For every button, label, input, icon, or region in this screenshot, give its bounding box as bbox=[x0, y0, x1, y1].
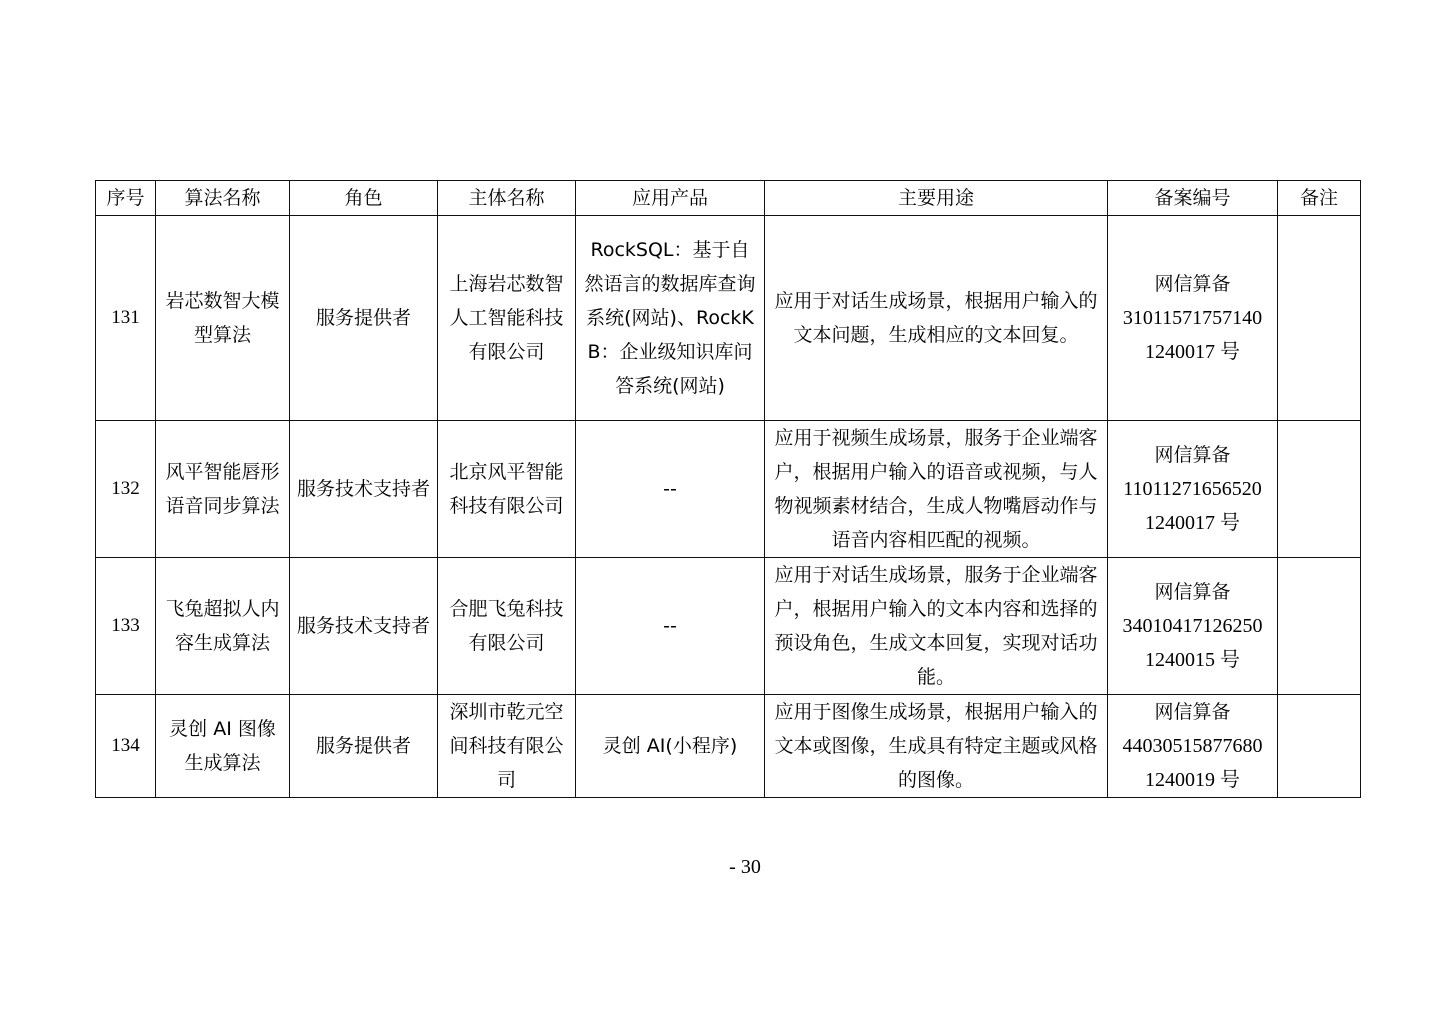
cell-serial-no: 133 bbox=[96, 558, 156, 695]
cell-filing-number bbox=[1108, 421, 1278, 558]
header-serial-no: 序号 bbox=[96, 181, 156, 216]
filing-code-line2: 1240019 号 bbox=[1145, 769, 1240, 791]
cell-remark bbox=[1278, 216, 1361, 421]
cell-algorithm-name: 风平智能唇形语音同步算法 bbox=[156, 421, 290, 558]
cell-filing-number bbox=[1108, 216, 1278, 421]
filing-code-line1: 31011571757140 bbox=[1122, 307, 1263, 329]
cell-main-purpose: 应用于视频生成场景，服务于企业端客户，根据用户输入的语音或视频，与人物视频素材结合，生成人物嘴唇动作与语音内容相匹配的视频。 bbox=[765, 421, 1108, 558]
header-filing-number: 备案编号 bbox=[1108, 181, 1278, 216]
cell-remark bbox=[1278, 558, 1361, 695]
filing-prefix: 网信算备 bbox=[1154, 444, 1231, 466]
cell-filing-number bbox=[1108, 558, 1278, 695]
filing-code-line2: 1240017 号 bbox=[1145, 512, 1240, 534]
filing-code-line2: 1240015 号 bbox=[1145, 649, 1240, 671]
algorithm-registry-table bbox=[95, 180, 1361, 798]
cell-role: 服务技术支持者 bbox=[290, 558, 438, 695]
cell-main-purpose: 应用于对话生成场景，根据用户输入的文本问题，生成相应的文本回复。 bbox=[765, 216, 1108, 421]
cell-serial-no: 131 bbox=[96, 216, 156, 421]
cell-algorithm-name: 灵创 AI 图像生成算法 bbox=[156, 695, 290, 798]
filing-prefix: 网信算备 bbox=[1154, 581, 1231, 603]
table-row bbox=[96, 216, 1361, 421]
cell-entity-name: 北京风平智能科技有限公司 bbox=[438, 421, 576, 558]
cell-remark bbox=[1278, 695, 1361, 798]
filing-code-line1: 34010417126250 bbox=[1122, 615, 1263, 637]
cell-entity-name: 深圳市乾元空间科技有限公司 bbox=[438, 695, 576, 798]
cell-filing-number bbox=[1108, 695, 1278, 798]
table-header-row bbox=[96, 181, 1361, 216]
cell-role: 服务提供者 bbox=[290, 695, 438, 798]
cell-main-purpose: 应用于图像生成场景，根据用户输入的文本或图像，生成具有特定主题或风格的图像。 bbox=[765, 695, 1108, 798]
header-product: 应用产品 bbox=[576, 181, 765, 216]
cell-product: 灵创 AI(小程序) bbox=[576, 695, 765, 798]
cell-algorithm-name: 岩芯数智大模型算法 bbox=[156, 216, 290, 421]
cell-serial-no: 134 bbox=[96, 695, 156, 798]
table-row bbox=[96, 695, 1361, 798]
cell-role: 服务技术支持者 bbox=[290, 421, 438, 558]
header-main-purpose: 主要用途 bbox=[765, 181, 1108, 216]
cell-product: RockSQL：基于自然语言的数据库查询系统(网站)、RockKB：企业级知识库问答系统(网站) bbox=[576, 216, 765, 421]
table-row bbox=[96, 558, 1361, 695]
cell-algorithm-name: 飞兔超拟人内容生成算法 bbox=[156, 558, 290, 695]
cell-role: 服务提供者 bbox=[290, 216, 438, 421]
filing-code-line1: 44030515877680 bbox=[1122, 735, 1263, 757]
header-remark: 备注 bbox=[1278, 181, 1361, 216]
cell-product: -- bbox=[576, 558, 765, 695]
table-row bbox=[96, 421, 1361, 558]
page-number: - 30 bbox=[729, 856, 761, 878]
cell-entity-name: 合肥飞兔科技有限公司 bbox=[438, 558, 576, 695]
filing-code-line1: 11011271656520 bbox=[1123, 478, 1262, 500]
filing-prefix: 网信算备 bbox=[1154, 273, 1231, 295]
cell-main-purpose: 应用于对话生成场景，服务于企业端客户，根据用户输入的文本内容和选择的预设角色，生成文本回复，实现对话功能。 bbox=[765, 558, 1108, 695]
filing-prefix: 网信算备 bbox=[1154, 701, 1231, 723]
page-number-footer bbox=[0, 856, 1440, 879]
filing-code-line2: 1240017 号 bbox=[1145, 341, 1240, 363]
cell-entity-name: 上海岩芯数智人工智能科技有限公司 bbox=[438, 216, 576, 421]
cell-remark bbox=[1278, 421, 1361, 558]
header-entity-name: 主体名称 bbox=[438, 181, 576, 216]
cell-product: -- bbox=[576, 421, 765, 558]
header-role: 角色 bbox=[290, 181, 438, 216]
cell-serial-no: 132 bbox=[96, 421, 156, 558]
header-algorithm-name: 算法名称 bbox=[156, 181, 290, 216]
